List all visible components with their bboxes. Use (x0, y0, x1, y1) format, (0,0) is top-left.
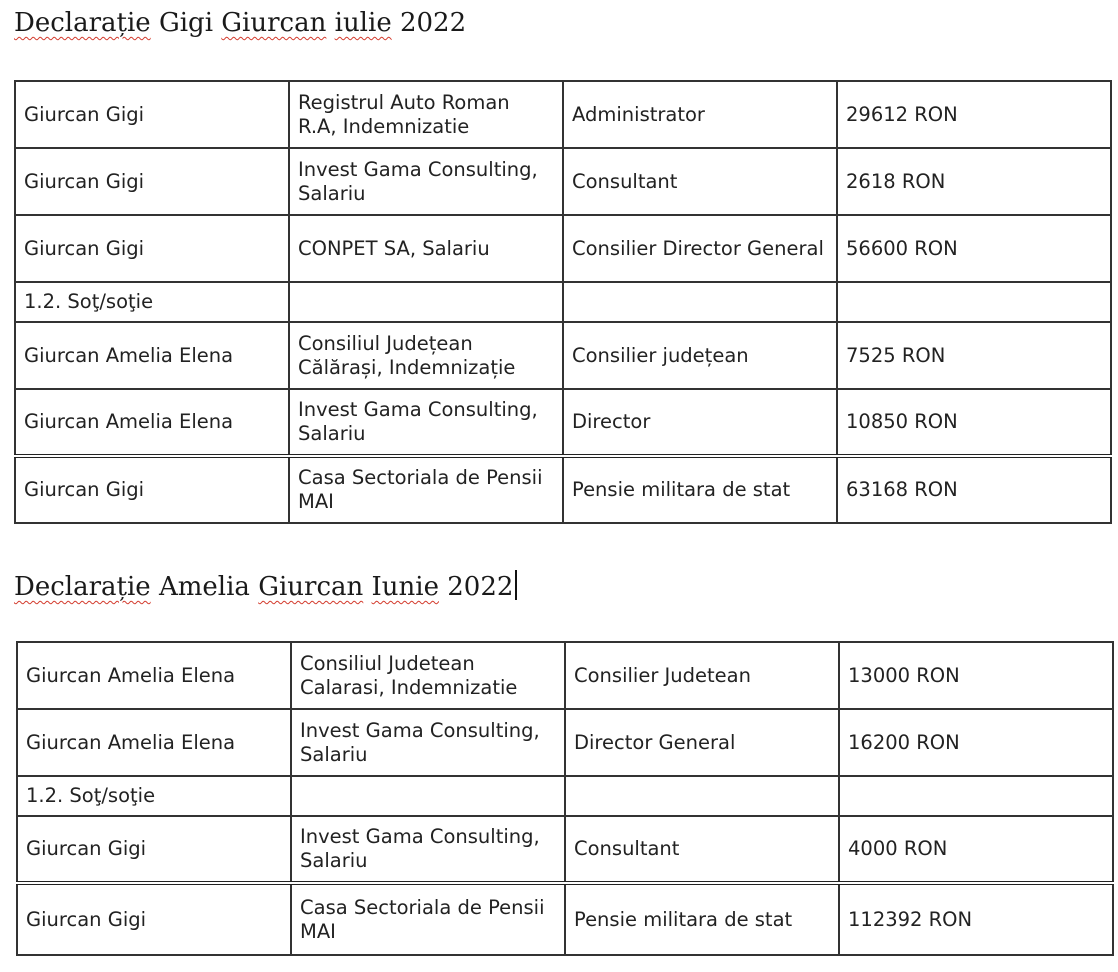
role-cell: Director (563, 389, 837, 456)
table-row (15, 456, 1111, 523)
title-word: Iunie (371, 572, 439, 602)
title-word: Giurcan (221, 8, 327, 38)
source-cell: Casa Sectoriala de Pensii MAI (291, 883, 565, 955)
role-cell: Consilier județean (563, 322, 837, 389)
title-word: Gigi (158, 8, 214, 38)
person-cell: Giurcan Amelia Elena (15, 389, 289, 456)
title-word: Declarație (14, 572, 151, 602)
table-row (15, 215, 1111, 282)
section-label-cell: 1.2. Soţ/soţie (15, 282, 289, 322)
declaration-2-table (16, 641, 1114, 956)
role-cell: Consilier Director General (563, 215, 837, 282)
source-cell (289, 282, 563, 322)
amount-cell: 2618 RON (837, 148, 1111, 215)
table-row (15, 389, 1111, 456)
source-cell: Registrul Auto Roman R.A, Indemnizatie (289, 81, 563, 148)
role-cell (563, 282, 837, 322)
role-cell: Pensie militara de stat (563, 456, 837, 523)
person-cell: Giurcan Gigi (15, 148, 289, 215)
source-cell: Consiliul Judetean Calarasi, Indemnizatie (291, 642, 565, 709)
table-row (15, 282, 1111, 322)
person-cell: Giurcan Gigi (15, 456, 289, 523)
table-row (15, 81, 1111, 148)
amount-cell (837, 282, 1111, 322)
title-word: Amelia (158, 572, 250, 602)
amount-cell: 13000 RON (839, 642, 1113, 709)
table-row (15, 148, 1111, 215)
amount-cell: 7525 RON (837, 322, 1111, 389)
amount-cell: 10850 RON (837, 389, 1111, 456)
role-cell: Consilier Judetean (565, 642, 839, 709)
source-cell: Invest Gama Consulting, Salariu (289, 389, 563, 456)
person-cell: Giurcan Amelia Elena (17, 709, 291, 776)
person-cell: Giurcan Gigi (15, 81, 289, 148)
source-cell: Invest Gama Consulting, Salariu (289, 148, 563, 215)
text-cursor (515, 570, 517, 600)
table-row (15, 322, 1111, 389)
amount-cell (839, 776, 1113, 816)
role-cell: Pensie militara de stat (565, 883, 839, 955)
table-row (17, 642, 1113, 709)
table-row (17, 883, 1113, 955)
declaration-1-table (14, 80, 1112, 524)
title-word: 2022 (447, 572, 514, 602)
role-cell: Director General (565, 709, 839, 776)
declaration-1-title (14, 10, 466, 36)
amount-cell: 112392 RON (839, 883, 1113, 955)
source-cell: Invest Gama Consulting, Salariu (291, 709, 565, 776)
table-row (17, 709, 1113, 776)
amount-cell: 4000 RON (839, 816, 1113, 883)
section-label-cell: 1.2. Soţ/soţie (17, 776, 291, 816)
amount-cell: 56600 RON (837, 215, 1111, 282)
table-row (17, 816, 1113, 883)
table-row (17, 776, 1113, 816)
role-cell (565, 776, 839, 816)
person-cell: Giurcan Gigi (17, 816, 291, 883)
source-cell (291, 776, 565, 816)
source-cell: Consiliul Județean Călărași, Indemnizație (289, 322, 563, 389)
source-cell: Casa Sectoriala de Pensii MAI (289, 456, 563, 523)
person-cell: Giurcan Amelia Elena (15, 322, 289, 389)
title-word: Giurcan (258, 572, 364, 602)
title-word: 2022 (399, 8, 467, 38)
person-cell: Giurcan Gigi (17, 883, 291, 955)
source-cell: Invest Gama Consulting, Salariu (291, 816, 565, 883)
title-word: Declarație (14, 8, 151, 38)
role-cell: Administrator (563, 81, 837, 148)
title-word: iulie (334, 8, 392, 38)
person-cell: Giurcan Amelia Elena (17, 642, 291, 709)
source-cell: CONPET SA, Salariu (289, 215, 563, 282)
amount-cell: 16200 RON (839, 709, 1113, 776)
declaration-2-title (14, 570, 517, 600)
role-cell: Consultant (565, 816, 839, 883)
role-cell: Consultant (563, 148, 837, 215)
amount-cell: 29612 RON (837, 81, 1111, 148)
amount-cell: 63168 RON (837, 456, 1111, 523)
person-cell: Giurcan Gigi (15, 215, 289, 282)
